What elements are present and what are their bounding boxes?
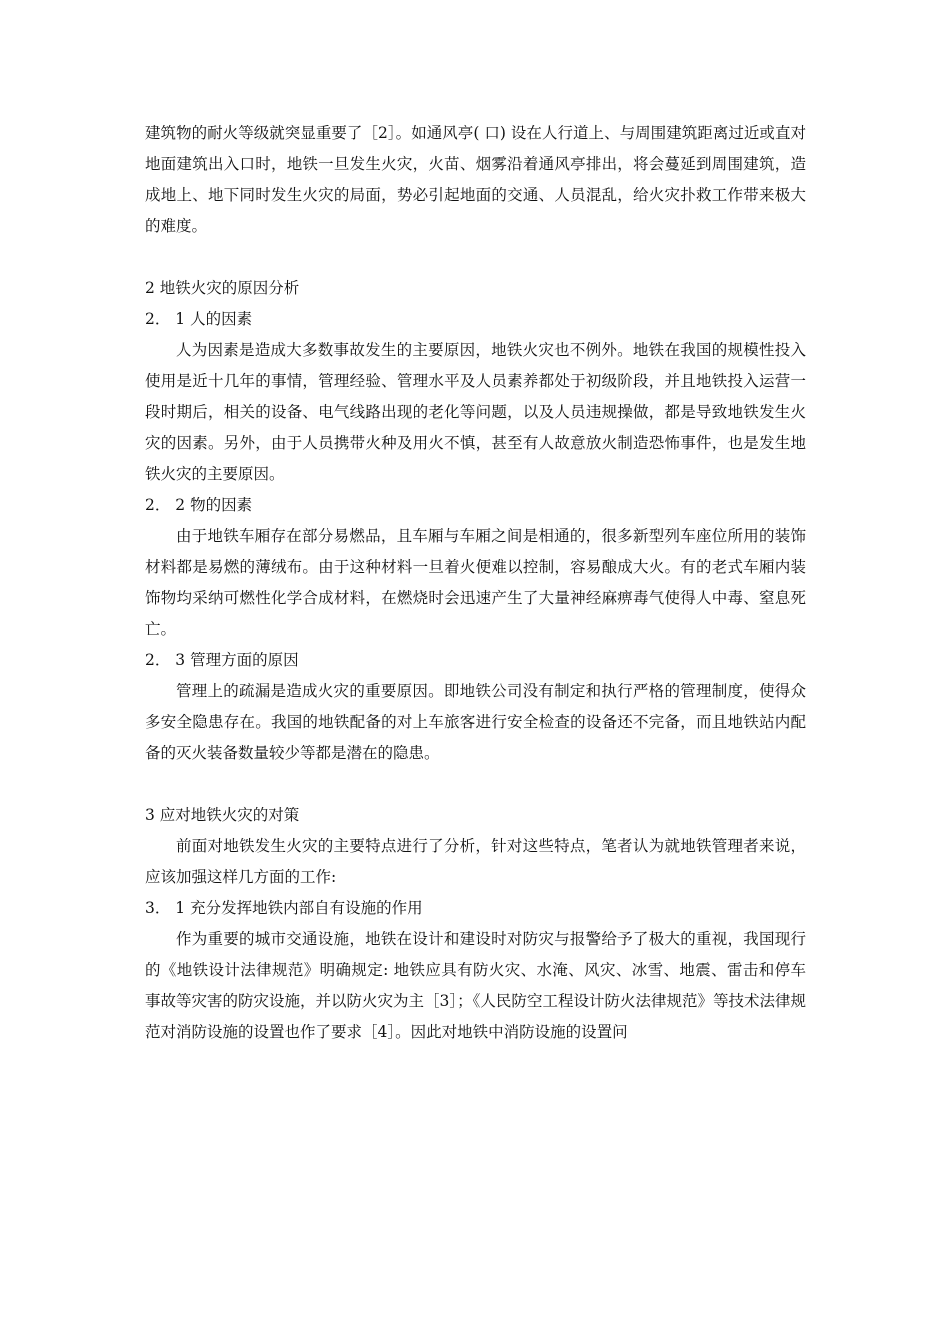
- section-gap: [145, 769, 806, 800]
- section-gap: [145, 242, 806, 273]
- subsection-2-3-heading: 2． 3 管理方面的原因: [145, 651, 299, 669]
- section-2-heading: 2 地铁火灾的原因分析: [145, 279, 300, 297]
- subsection-2-2-text: 由于地铁车厢存在部分易燃品，且车厢与车厢之间是相通的，很多新型列车座位所用的装饰材料都是易燃的薄绒布。由于这种材料一旦着火便难以控制，容易酿成大火。有的老式车厢内装饰物均采纳可燃性化学合成材料，在燃烧时会迅速产生了大量神经麻痹毒气使得人中毒、窒息死亡。: [145, 527, 806, 638]
- section-3-heading: 3 应对地铁火灾的对策: [145, 806, 300, 824]
- section-3-intro: 前面对地铁发生火灾的主要特点进行了分析，针对这些特点，笔者认为就地铁管理者来说，应该加强这样几方面的工作:: [145, 837, 806, 886]
- subsection-2-1-text: 人为因素是造成大多数事故发生的主要原因，地铁火灾也不例外。地铁在我国的规模性投入使用是近十几年的事情，管理经验、管理水平及人员素养都处于初级阶段，并且地铁投入运营一段时期后，相关的设备、电气线路出现的老化等问题，以及人员违规操做，都是导致地铁发生火灾的因素。另外，由于人员携带火种及用火不慎，甚至有人故意放火制造恐怖事件，也是发生地铁火灾的主要原因。: [145, 341, 806, 483]
- subsection-2-3-text: 管理上的疏漏是造成火灾的重要原因。即地铁公司没有制定和执行严格的管理制度，使得众多安全隐患存在。我国的地铁配备的对上车旅客进行安全检查的设备还不完备，而且地铁站内配备的灭火装备数量较少等都是潜在的隐患。: [145, 682, 806, 762]
- subsection-3-1-heading: 3． 1 充分发挥地铁内部自有设施的作用: [145, 899, 423, 917]
- subsection-3-1-text: 作为重要的城市交通设施，地铁在设计和建设时对防灾与报警给予了极大的重视，我国现行的《地铁设计法律规范》明确规定: 地铁应具有防火灾、水淹、风灾、冰雪、地震、雷击和停车事故等灾害的防灾设施，并以防火灾为主［3］；《人民防空工程设计防火法律规范》等技术法律规范对消防设施的设置也作了要求［4］。因此对地铁中消防设施的设置问: [145, 930, 806, 1041]
- subsection-2-1-heading: 2． 1 人的因素: [145, 310, 253, 328]
- document-body: [145, 118, 806, 1048]
- subsection-2-2-heading: 2． 2 物的因素: [145, 496, 253, 514]
- paragraph-continued: 建筑物的耐火等级就突显重要了［2］。如通风亭( 口) 设在人行道上、与周围建筑距离过近或直对地面建筑出入口时，地铁一旦发生火灾，火苗、烟雾沿着通风亭排出，将会蔓延到周围建筑，造成地上、地下同时发生火灾的局面，势必引起地面的交通、人员混乱，给火灾扑救工作带来极大的难度。: [145, 124, 806, 235]
